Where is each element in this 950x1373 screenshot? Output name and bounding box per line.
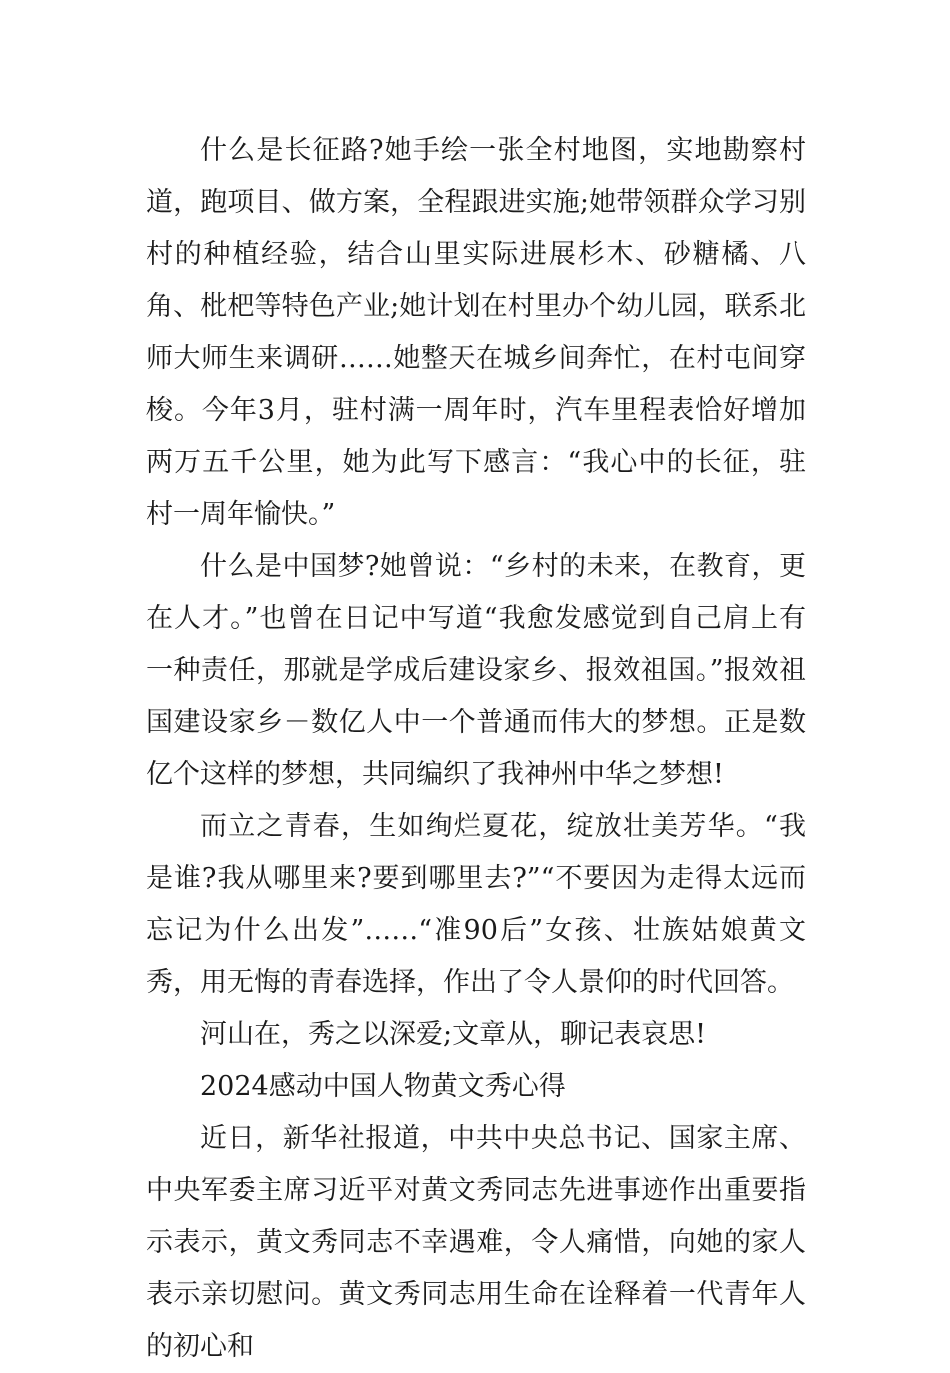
- document-body: [146, 125, 806, 1373]
- section-title: 2024感动中国人物黄文秀心得: [200, 1071, 566, 1102]
- paragraph-closing-line: 河山在，秀之以深爱;文章从，聊记表哀思!: [200, 1019, 706, 1050]
- paragraph-news-report: 近日，新华社报道，中共中央总书记、国家主席、中央军委主席习近平对黄文秀同志先进事迹作出重要指示表示，黄文秀同志不幸遇难，令人痛惜，向她的家人表示亲切慰问。黄文秀同志用生命在诠释着一代青年人的初心和: [146, 1123, 806, 1362]
- paragraph-long-march: 什么是长征路?她手绘一张全村地图，实地勘察村道，跑项目、做方案，全程跟进实施;她带领群众学习别村的种植经验，结合山里实际进展杉木、砂糖橘、八角、枇杷等特色产业;她计划在村里办个幼儿园，联系北师大师生来调研……她整天在城乡间奔忙，在村屯间穿梭。今年3月，驻村满一周年时，汽车里程表恰好增加两万五千公里，她为此写下感言：“我心中的长征，驻村一周年愉快。”: [146, 135, 806, 530]
- paragraph-youth: 而立之青春，生如绚烂夏花，绽放壮美芳华。“我是谁?我从哪里来?要到哪里去?”“不要因为走得太远而忘记为什么出发”……“准90后”女孩、壮族姑娘黄文秀，用无悔的青春选择，作出了令人景仰的时代回答。: [146, 811, 806, 998]
- paragraph-china-dream: 什么是中国梦?她曾说：“乡村的未来，在教育，更在人才。”也曾在日记中写道“我愈发感觉到自己肩上有一种责任，那就是学成后建设家乡、报效祖国。”报效祖国建设家乡－数亿人中一个普通而伟大的梦想。正是数亿个这样的梦想，共同编织了我神州中华之梦想!: [146, 551, 806, 790]
